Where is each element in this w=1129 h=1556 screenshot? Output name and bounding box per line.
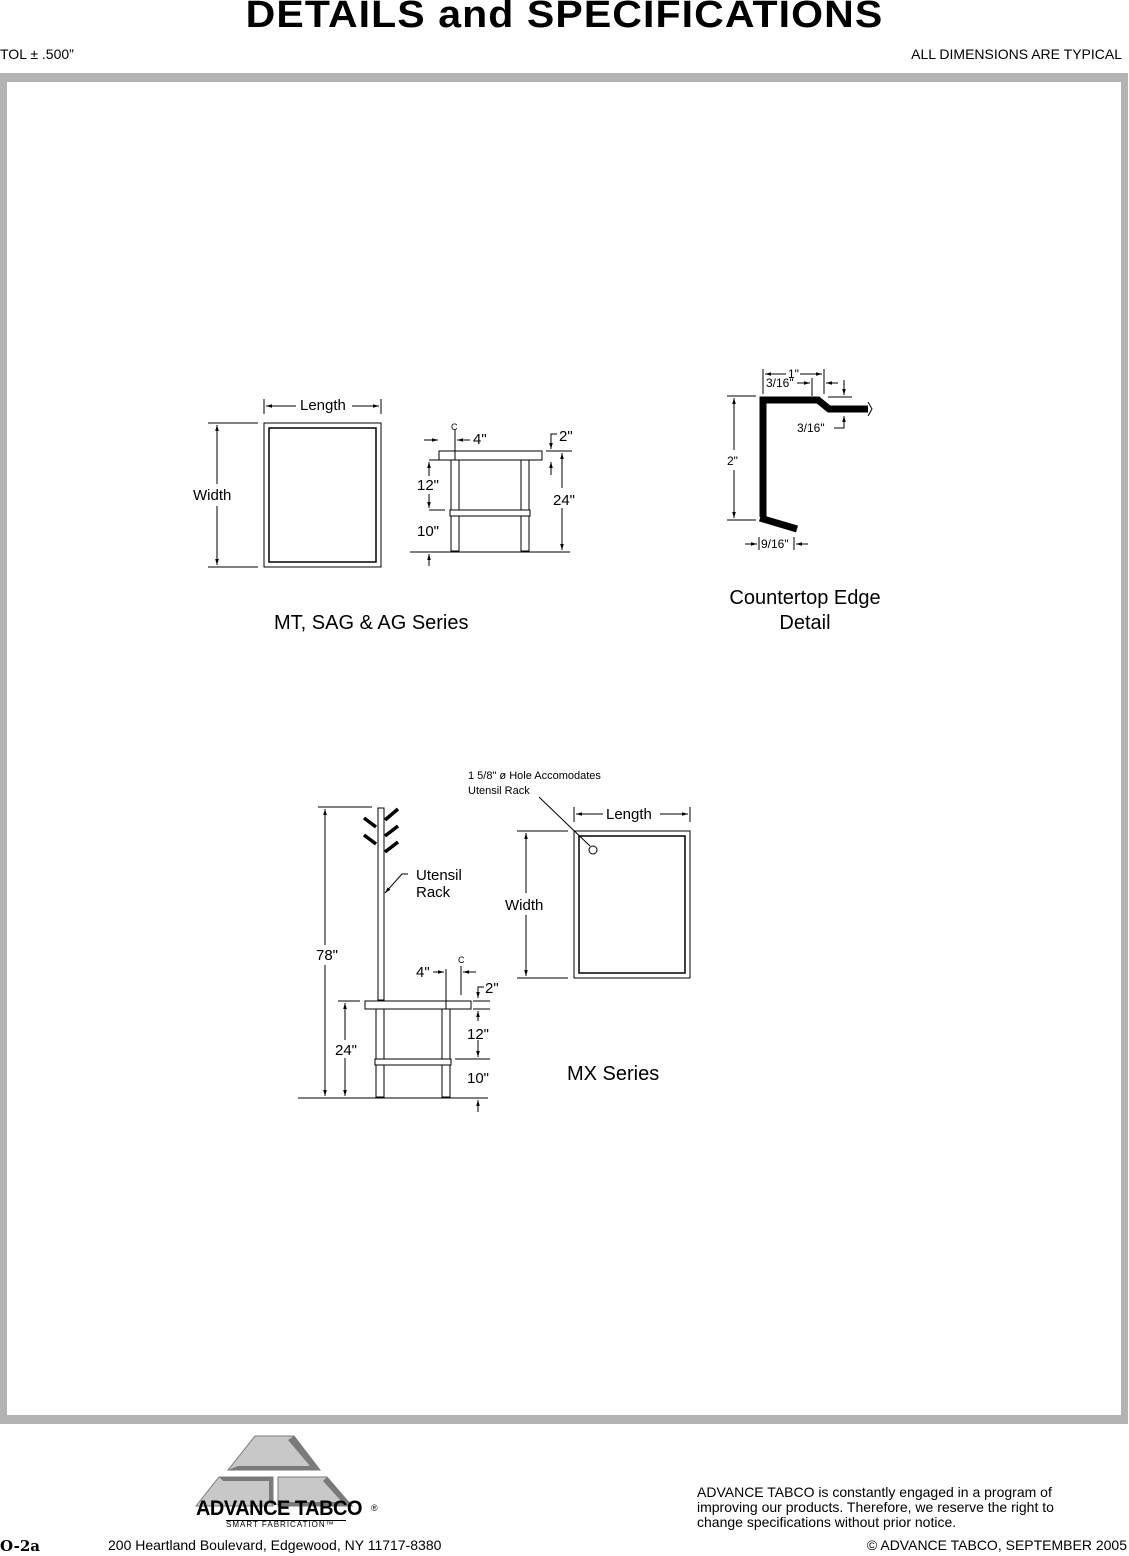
mx-centerline-mark: C xyxy=(458,955,465,965)
edge-drop-dim: 3/16" xyxy=(797,421,825,435)
notice-line: improving our products. Therefore, we reserve the right to xyxy=(697,1499,1054,1515)
notice-line: change specifications without prior notice. xyxy=(697,1514,957,1530)
copyright: © ADVANCE TABCO, SEPTEMBER 2005 xyxy=(866,1537,1127,1553)
countertop-edge-profile xyxy=(760,400,872,529)
mx-overhang-dim: 4" xyxy=(416,964,430,981)
mx-length-label: Length xyxy=(606,806,652,823)
mx-hole-note-line2: Utensil Rack xyxy=(468,785,530,797)
notice-line: ADVANCE TABCO is constantly engaged in a program of xyxy=(697,1484,1052,1500)
edge-width-dim: 1" xyxy=(788,367,799,381)
edge-caption-line1: Countertop Edge xyxy=(729,587,881,609)
disclaimer-notice xyxy=(697,1485,1129,1530)
page-code: O-2a xyxy=(0,1537,40,1555)
company-address: 200 Heartland Boulevard, Edgewood, NY 11717-8380 xyxy=(108,1537,442,1553)
logo-tagline: SMART FABRICATION™ xyxy=(226,1520,335,1529)
logo-registered-mark: ® xyxy=(371,1503,378,1513)
mx-rack-label-line2: Rack xyxy=(416,884,451,901)
mt-shelf-gap-dim: 12" xyxy=(417,477,440,494)
edge-bottom-dim: 9/16" xyxy=(761,537,789,551)
mx-overall-height-dim: 78" xyxy=(316,947,339,964)
countertop-edge-dimensions xyxy=(727,369,852,550)
mt-top-thickness-dim: 2" xyxy=(559,428,573,445)
mx-shelf-height-dim: 10" xyxy=(467,1070,490,1087)
mx-hole-note-line1: 1 5/8" ø Hole Accomodates xyxy=(468,770,601,782)
tolerance-note: TOL ± .500” xyxy=(0,46,74,62)
edge-height-dim: 2" xyxy=(727,454,738,468)
mx-series-top-view xyxy=(517,797,690,978)
mt-series-caption: MT, SAG & AG Series xyxy=(274,612,469,634)
dimensions-note: ALL DIMENSIONS ARE TYPICAL xyxy=(911,46,1122,62)
mx-rack-label-line1: Utensil xyxy=(416,867,462,884)
edge-offset-dim: 3/16" xyxy=(766,376,794,390)
mt-shelf-height-dim: 10" xyxy=(417,523,440,540)
mt-length-label: Length xyxy=(300,397,346,414)
mt-centerline-mark: C xyxy=(451,422,458,432)
mx-top-thickness-dim: 2" xyxy=(485,980,499,997)
page-title: DETAILS and SPECIFICATIONS xyxy=(245,0,884,36)
edge-caption-line2: Detail xyxy=(779,612,831,634)
mt-total-height-dim: 24" xyxy=(553,492,576,509)
mx-series-caption: MX Series xyxy=(567,1063,660,1085)
mt-overhang-dim: 4" xyxy=(473,431,487,448)
mt-series-side-view xyxy=(410,430,572,566)
logo-wordmark: ADVANCE TABCO xyxy=(196,1497,362,1520)
mx-shelf-gap-dim: 12" xyxy=(467,1026,490,1043)
mx-width-label: Width xyxy=(505,897,544,914)
mx-table-height-dim: 24" xyxy=(335,1042,358,1059)
mt-width-label: Width xyxy=(193,487,232,504)
mt-series-top-view xyxy=(208,399,381,567)
